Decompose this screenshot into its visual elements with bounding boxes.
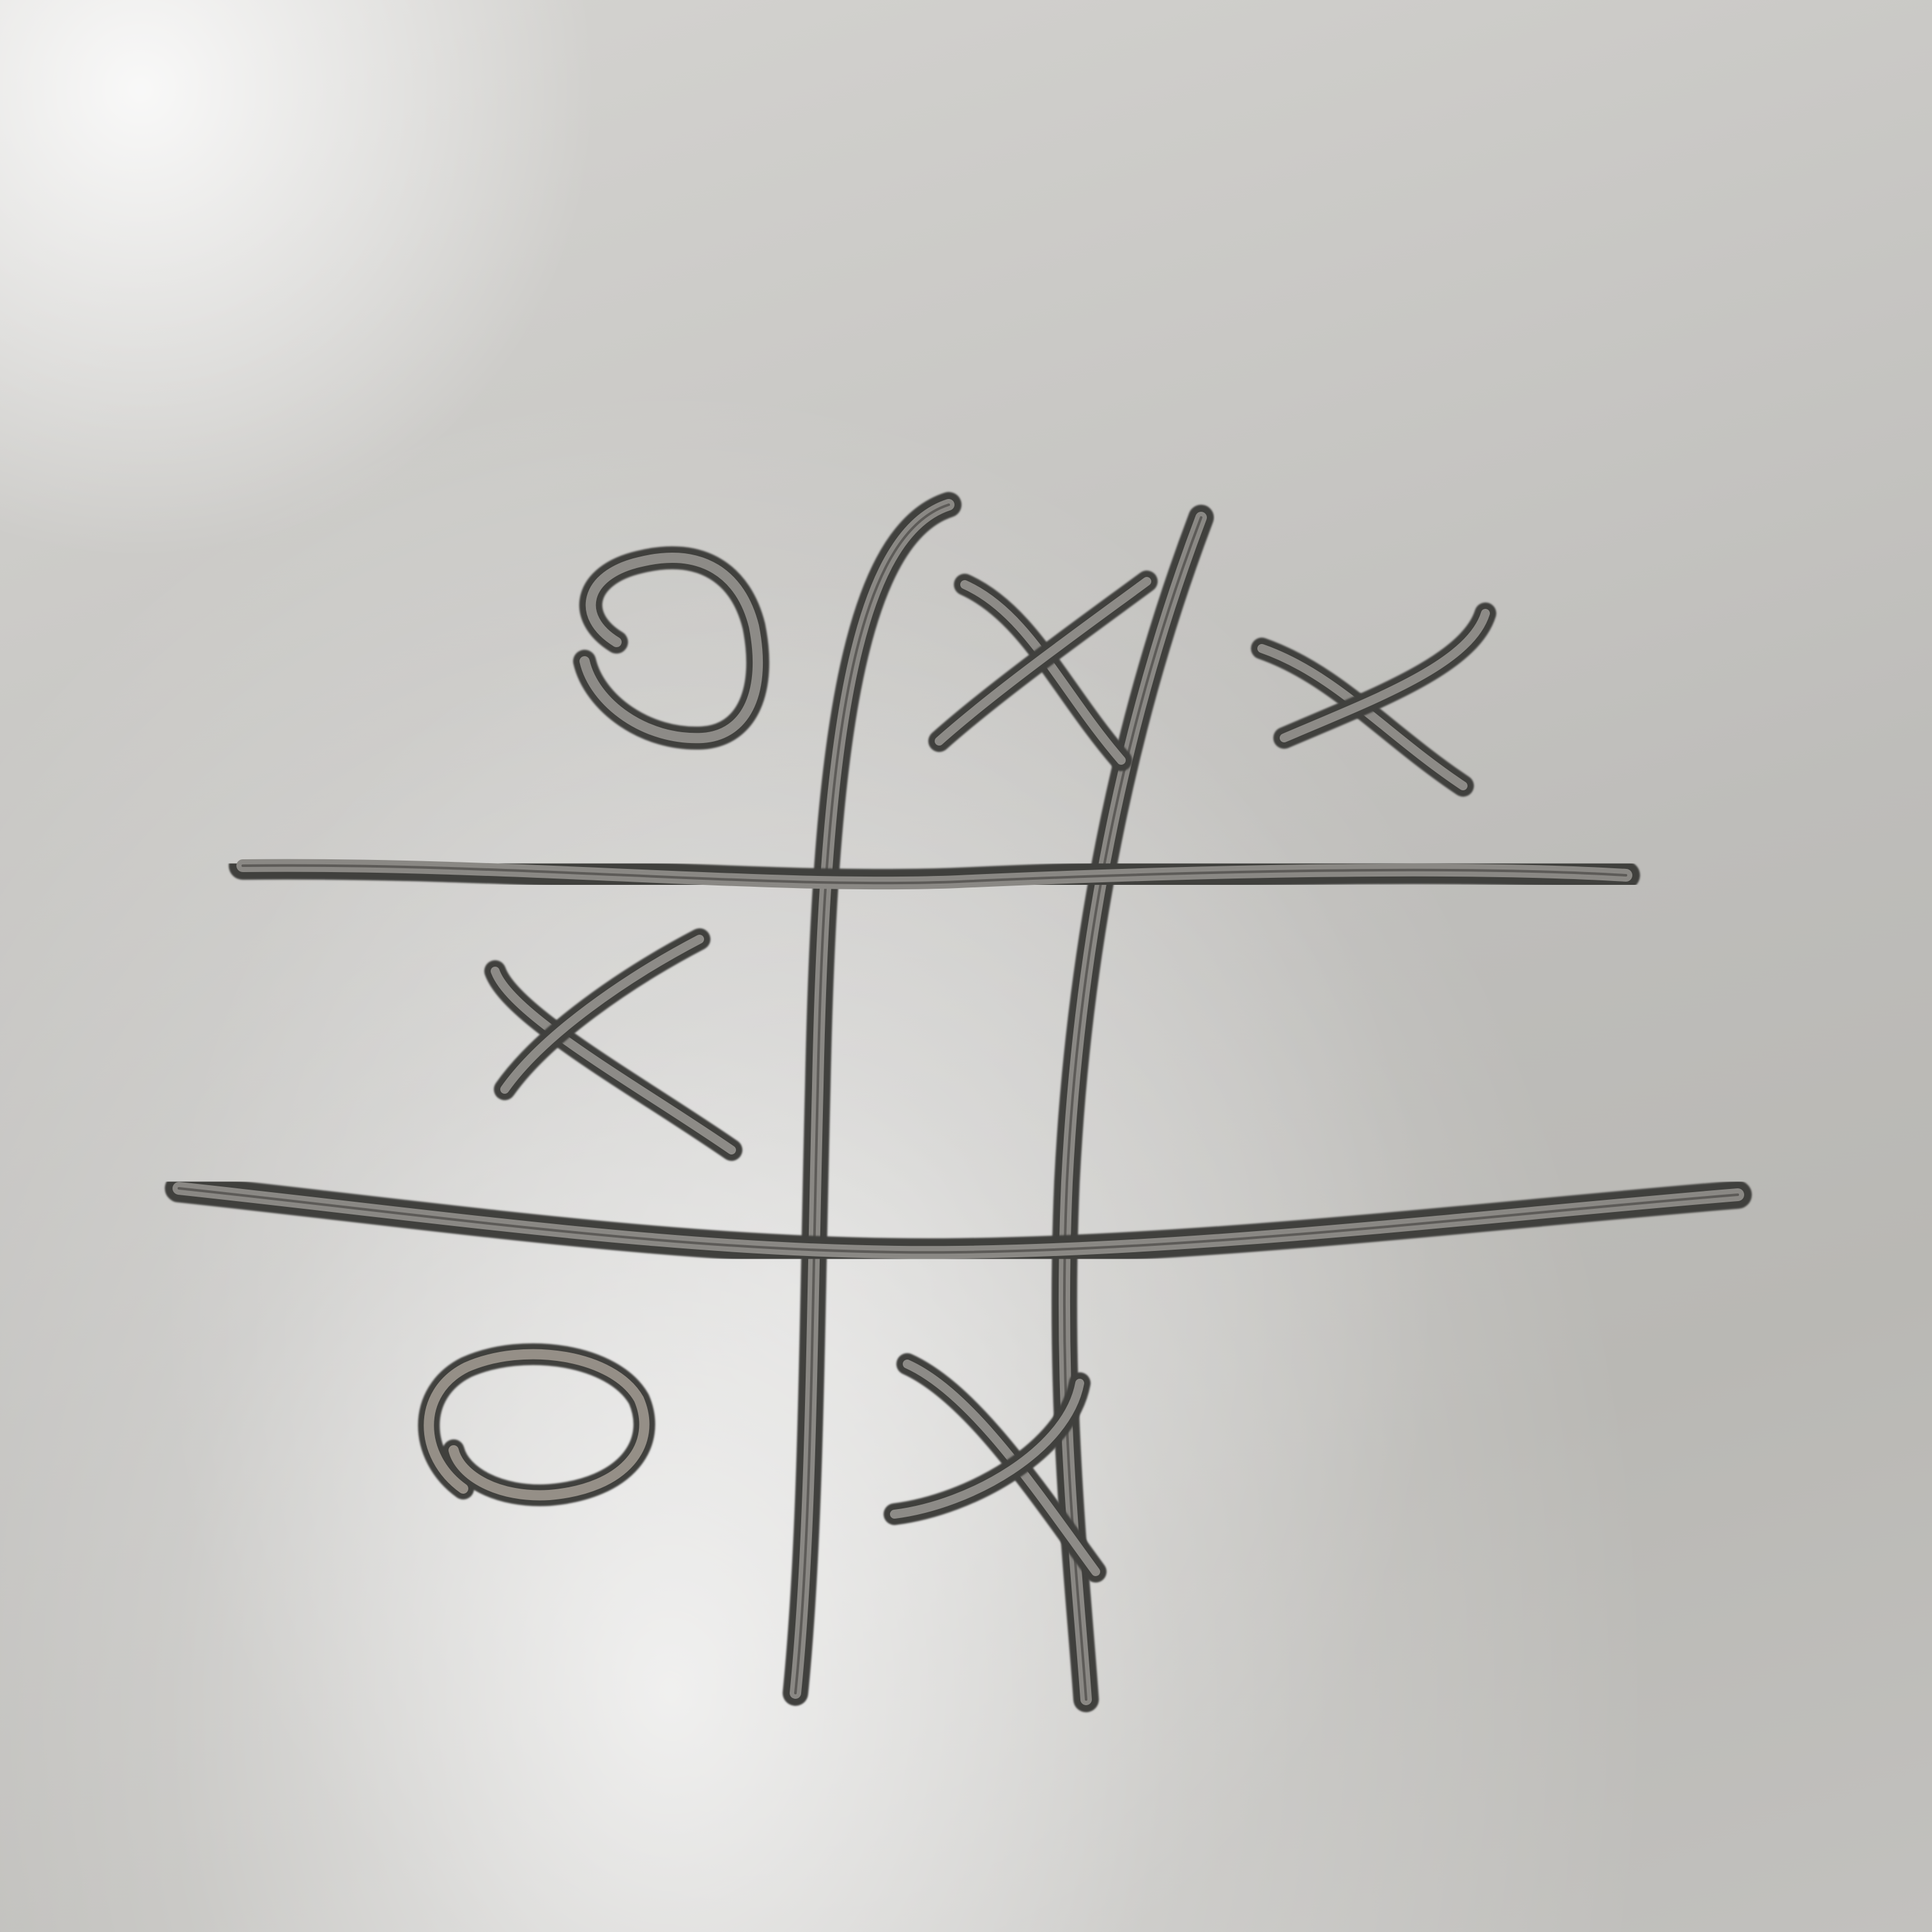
cell-0-1-x-mark [939, 581, 1147, 760]
cell-1-0-x-mark [495, 939, 732, 1150]
cell-0-0-o-mark [585, 558, 758, 738]
cell-2-0-o-mark [429, 1354, 644, 1496]
cell-0-2-x-mark [1262, 613, 1485, 786]
grid-line-horizontal-top [243, 866, 1626, 884]
grid-lines [179, 505, 1738, 1699]
grid-line-vertical-right [1064, 518, 1201, 1699]
grid-line-horizontal-bottom [179, 1188, 1738, 1252]
